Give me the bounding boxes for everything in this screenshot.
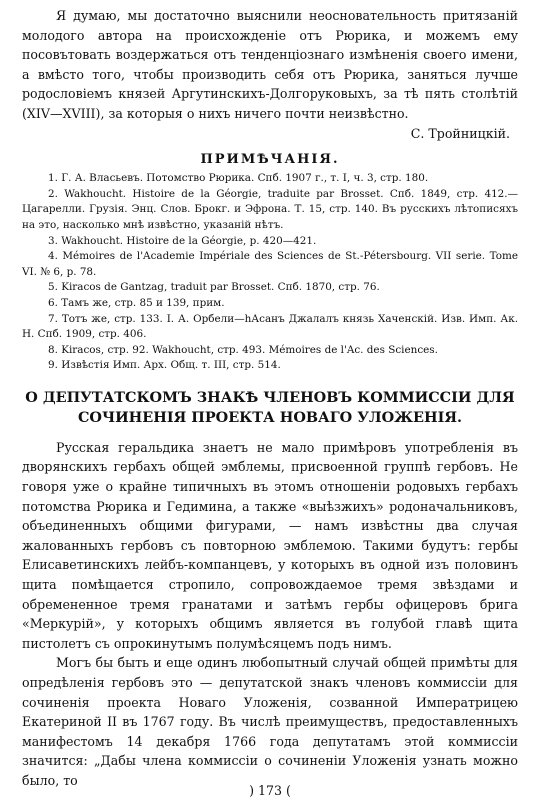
note-item: 4. Mémoires de l'Academie Impériale des Sciences de St.-Pétersbourg. VII serie. Tome VI. № 6, p. 78.	[22, 250, 518, 278]
note-item: 2. Wakhoucht. Histoire de la Géorgie, traduite par Brosset. Спб. 1849, стр. 412.— Цагарелли. Грузія. Энц. Слов. Брокг. и Эфрона. Т. 15, стр. 140. Въ русскихъ лѣтописяхъ на это, насколько мнѣ извѣстно, указаній нѣтъ.	[22, 187, 518, 231]
article-body	[22, 438, 518, 791]
note-item: 9. Извѣстія Имп. Арх. Общ. т. III, стр. 514.	[48, 359, 281, 372]
article-paragraph: Могъ бы быть и еще одинъ любопытный случай общей примѣты для опредѣленія гербовъ это — депутатской знакъ членовъ коммиссіи для сочиненія проекта Новаго Уложенія, созванной Императрицею Екатериной II въ 1767 году. Въ числѣ преимуществъ, предоставленныхъ манифестомъ 14 декабря 1766 года депутатамъ этой коммиссіи значится: „Дабы члена коммиссіи о сочиненіи Уложенія узнать можно было, то	[22, 655, 518, 788]
note-item: 6. Тамъ же, стр. 85 и 139, прим.	[48, 296, 225, 309]
page-number: ) 173 (	[249, 783, 291, 798]
note-item: 7. Тотъ же, стр. 133. І. А. Орбели—hАсанъ Джалалъ князь Хаченскій. Изв. Имп. Ак. Н. Спб. 1909, стр. 406.	[22, 312, 518, 341]
intro-paragraph: Я думаю, мы достаточно выяснили неосновательность притязаній молодого автора на происхожденіе отъ Рюрика, и можемъ ему посовътовать воздержаться отъ тенденціознаго измѣненія своего имени, а вмѣсто того, чтобы производить себя отъ Рюрика, заняться лучше родословіемъ князей Аргутинскихъ-Долгоруковыхъ, за тѣ пять столѣтій (XIV—XVIII), за которыя о нихъ ничего почти неизвѣстно.	[22, 8, 518, 121]
note-item: 3. Wakhoucht. Histoire de la Géorgie, p. 420—421.	[48, 234, 317, 247]
article-title: О ДЕПУТАТСКОМЪ ЗНАКѢ ЧЛЕНОВЪ КОММИССІИ ДЛЯ СОЧИНЕНІЯ ПРОЕКТА НОВАГО УЛОЖЕНІЯ.	[25, 388, 515, 426]
article-paragraph: Русская геральдика знаетъ не мало примѣровъ употребленія въ дворянскихъ гербахъ общей эмблемы, присвоенной группѣ гербовъ. Не говоря уже о крайне типичныхъ въ этомъ отношеніи родовыхъ гербахъ потомства Рюрика и Гедимина, а также «выѣзжихъ» родоначальниковъ, объединенныхъ общими фигурами, — намъ извѣстны два случая жалованныхъ гербовъ съ повторною эмблемою. Такими будутъ: гербы Елисаветинскихъ лейбъ-компанцевъ, у которыхъ въ одной изъ половинъ щита помѣщается стропило, сопровождаемое тремя звѣздами и обремененное тремя гранатами и затѣмъ гербы офицеровъ брига «Меркурій», у которыхъ общимъ является въ голубой главѣ щита пистолетъ съ опрокинутымъ полумѣсяцемъ подъ нимъ.	[22, 439, 518, 651]
note-item: 5. Kiracos de Gantzag, traduit par Brosset. Спб. 1870, стр. 76.	[48, 281, 380, 294]
notes-list	[22, 171, 518, 374]
note-item: 8. Kiracos, стр. 92. Wakhoucht, стр. 493. Mémoires de l'Ac. des Sciences.	[48, 343, 438, 356]
author-signature: С. Тройницкій.	[410, 125, 510, 141]
notes-title: ПРИМѢЧАНІЯ.	[200, 152, 340, 168]
note-item: 1. Г. А. Власьевъ. Потомство Рюрика. Спб. 1907 г., т. I, ч. 3, стр. 180.	[48, 172, 429, 185]
